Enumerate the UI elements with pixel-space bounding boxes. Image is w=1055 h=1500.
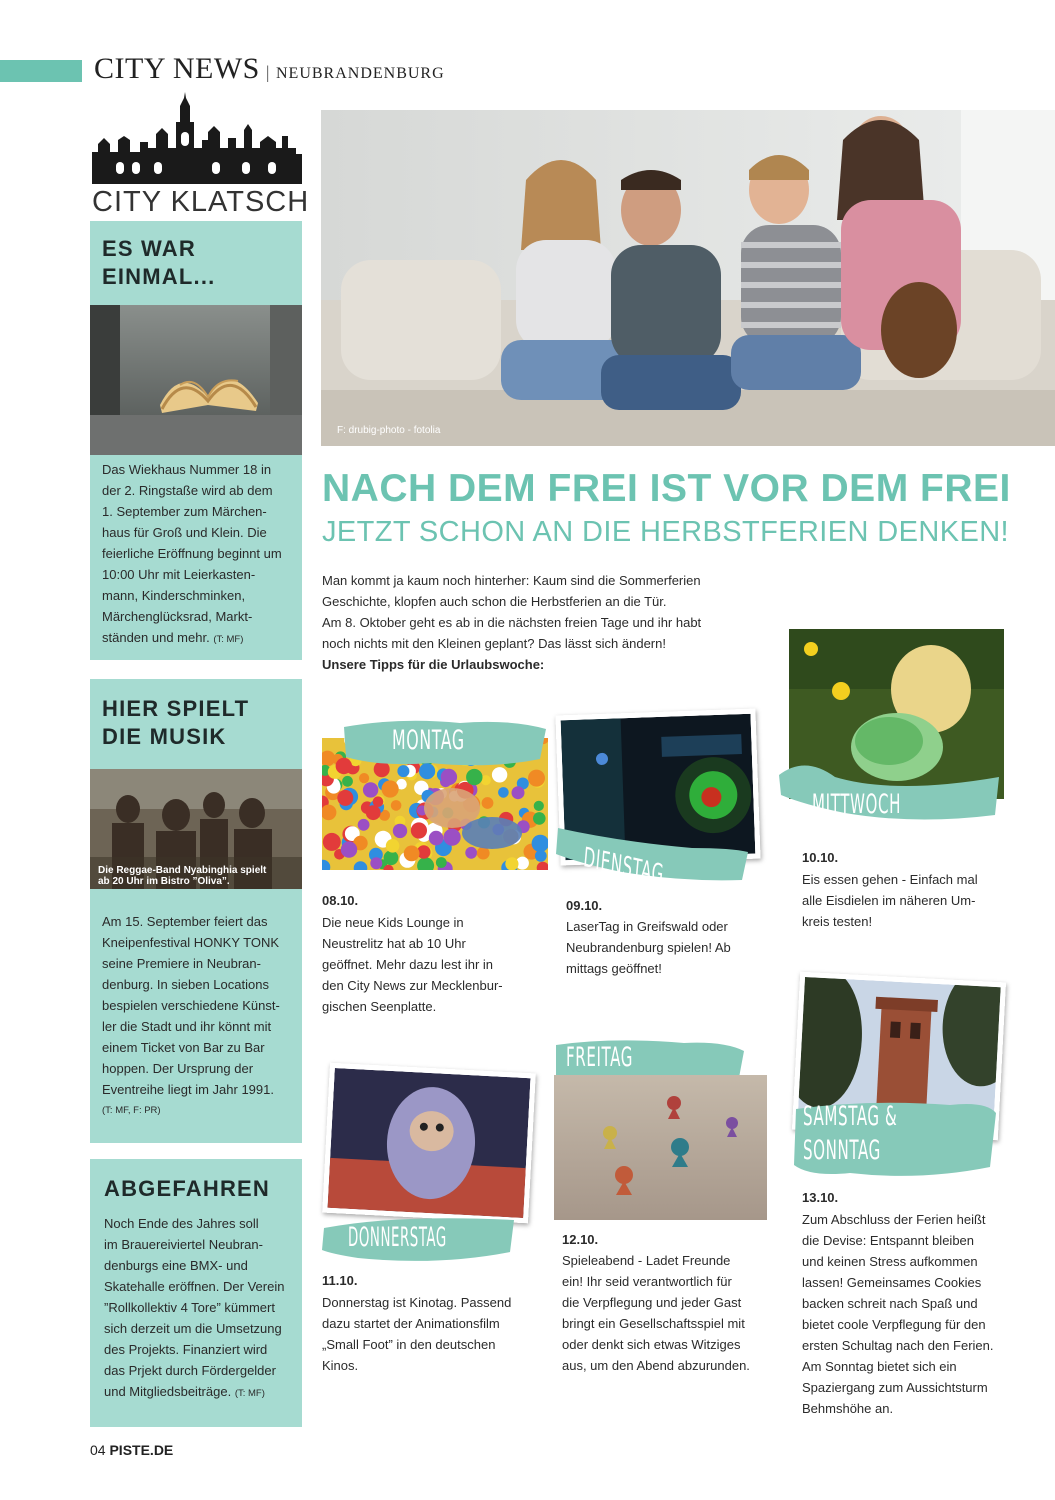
label-donnerstag: DONNERSTAG — [348, 1222, 447, 1253]
day-line: geöffnet. Mehr dazu lest ihr in — [322, 957, 494, 972]
article-headline: NACH DEM FREI IST VOR DEM FREI — [322, 467, 1011, 510]
article-subheadline: JETZT SCHON AN DIE HERBSTFERIEN DENKEN! — [322, 516, 1009, 548]
day-line: backen schreit nach Spaß und — [802, 1296, 978, 1311]
box-title — [102, 695, 249, 751]
body-line: sich derzeit um die Umsetzung — [104, 1321, 282, 1336]
day-line: Spieleabend - Ladet Freunde — [562, 1253, 731, 1268]
body-line: das Prjekt durch Fördergelder — [104, 1363, 276, 1378]
label-wochenende — [803, 1100, 897, 1168]
day-line: Spaziergang zum Aussichtsturm — [802, 1380, 988, 1395]
boardgame-photo — [554, 1075, 767, 1220]
body-line: denburgs eine BMX- und — [104, 1258, 248, 1273]
box-title-line: DIE MUSIK — [102, 724, 227, 749]
body-line: der 2. Ringstaße wird ab dem — [102, 483, 273, 498]
body-line: hoppen. Der Ursprung der — [102, 1061, 254, 1076]
day-line: mittags geöffnet! — [566, 961, 662, 976]
body-line: Am 15. September feiert das — [102, 914, 268, 929]
text-credit: (T: MF) — [213, 634, 244, 645]
box-body — [102, 911, 297, 1121]
photo-credit: F: drubig-photo - fotolia — [337, 425, 441, 436]
header-separator: | — [265, 62, 270, 82]
body-line: Eventreihe liegt im Jahr 1991. — [102, 1082, 274, 1097]
sidebar-box-abgefahren — [90, 1159, 302, 1427]
day-line: und keinen Stress aufkommen — [802, 1254, 978, 1269]
caption-line: Die Reggae-Band Nyabinghia spielt — [98, 865, 267, 876]
day-line: lassen! Gemeinsames Cookies — [802, 1275, 982, 1290]
day-line: Donnerstag ist Kinotag. Passend — [322, 1295, 512, 1310]
day-line: die Devise: Entspannt bleiben — [802, 1233, 975, 1248]
day-line: die Verpflegung und jeder Gast — [562, 1295, 742, 1310]
body-line: ständen und mehr. — [102, 630, 210, 645]
body-line: Das Wiekhaus Nummer 18 in — [102, 462, 272, 477]
label-montag: MONTAG — [392, 725, 465, 756]
body-line: feierliche Eröffnung beginnt um — [102, 546, 282, 561]
body-line: Skatehalle eröffnen. Der Verein — [104, 1279, 285, 1294]
day-line: oder denkt sich etwas Witziges — [562, 1337, 741, 1352]
page-header — [94, 52, 445, 86]
date-donnerstag: 11.10. — [322, 1273, 358, 1288]
text-donnerstag — [322, 1292, 552, 1376]
body-line: und Mitgliedsbeiträge. — [104, 1384, 232, 1399]
article-intro — [322, 570, 732, 675]
label-dienstag: DIENSTAG — [582, 842, 666, 891]
body-line: haus für Groß und Klein. Die — [102, 525, 267, 540]
day-line: gischen Seenplatte. — [322, 999, 437, 1014]
day-line: „Small Foot” in den deutschen — [322, 1337, 496, 1352]
header-accent-bar — [0, 60, 82, 82]
box-title — [102, 235, 215, 291]
label-freitag: FREITAG — [566, 1042, 633, 1073]
day-line: LaserTag in Greifswald oder — [566, 919, 728, 934]
intro-line: Geschichte, klopfen auch schon die Herbstferien an die Tür. — [322, 594, 667, 609]
day-line: Behmshöhe an. — [802, 1401, 894, 1416]
box-title-line: ES WAR — [102, 236, 196, 261]
intro-bold: Unsere Tipps für die Urlaubswoche: — [322, 657, 545, 672]
page-number: 04 — [90, 1442, 106, 1458]
date-mittwoch: 10.10. — [802, 850, 839, 865]
book-photo — [90, 305, 302, 455]
body-line: Märchenglücksrad, Markt- — [102, 609, 253, 624]
body-line: mann, Kinderschminken, — [102, 588, 246, 603]
day-line: ein! Ihr seid verantwortlich für — [562, 1274, 732, 1289]
date-freitag: 12.10. — [562, 1232, 599, 1247]
day-line: Die neue Kids Lounge in — [322, 915, 464, 930]
day-line: bietet coole Verpflegung für den — [802, 1317, 986, 1332]
section-title: CITY NEWS — [94, 52, 260, 85]
city-name: NEUBRANDENBURG — [275, 65, 445, 82]
body-line: 10:00 Uhr mit Leierkasten- — [102, 567, 256, 582]
day-line: Neubrandenburg spielen! Ab — [566, 940, 731, 955]
body-line: seine Premiere in Neubran- — [102, 956, 261, 971]
body-line: denburg. In sieben Locations — [102, 977, 269, 992]
body-line: Noch Ende des Jahres soll — [104, 1216, 259, 1231]
text-credit: (T: MF) — [234, 1388, 265, 1399]
sidebar-box-hier-spielt-die-musik — [90, 679, 302, 1143]
date-wochenende: 13.10. — [802, 1190, 839, 1205]
text-mittwoch — [802, 869, 1022, 932]
smallfoot-photo — [322, 1063, 536, 1224]
day-line: dazu startet der Animationsfilm — [322, 1316, 500, 1331]
day-line: den City News zur Mecklenbur- — [322, 978, 503, 993]
text-credit: (T: MF, F: PR) — [102, 1105, 161, 1116]
date-dienstag: 09.10. — [566, 898, 603, 913]
page-footer — [90, 1442, 173, 1458]
photo-caption — [98, 865, 266, 887]
body-line: ”Rollkollektiv 4 Tore” kümmert — [104, 1300, 275, 1315]
day-line: Neustrelitz hat ab 10 Uhr — [322, 936, 466, 951]
day-line: Am Sonntag bietet sich ein — [802, 1359, 957, 1374]
body-line: Kneipenfestival HONKY TONK — [102, 935, 280, 950]
body-line: einem Ticket von Bar zu Bar — [102, 1040, 265, 1055]
day-line: aus, um den Abend abzurunden. — [562, 1358, 750, 1373]
body-line: 1. September zum Märchen- — [102, 504, 267, 519]
day-line: bringt ein Gesellschaftsspiel mit — [562, 1316, 745, 1331]
box-body — [104, 1213, 299, 1404]
day-line: Kinos. — [322, 1358, 359, 1373]
sidebar-box-es-war-einmal — [90, 221, 302, 660]
date-montag: 08.10. — [322, 893, 359, 908]
brand-city-klatsch: CITY KLATSCH — [92, 186, 310, 218]
intro-line: noch nichts mit den Kleinen geplant? Das lässt sich ändern! — [322, 636, 666, 651]
skyline-logo — [92, 92, 302, 184]
day-line: alle Eisdielen im näheren Um- — [802, 893, 976, 908]
caption-line: ab 20 Uhr im Bistro ”Oliva”. — [98, 876, 230, 887]
box-title: ABGEFAHREN — [104, 1176, 271, 1201]
box-body — [102, 459, 297, 650]
body-line: ler die Stadt und ihr könnt mit — [102, 1019, 272, 1034]
body-line: bespielen verschiedene Künst- — [102, 998, 280, 1013]
box-title-line: EINMAL... — [102, 264, 216, 289]
body-line: im Brauereiviertel Neubran- — [104, 1237, 263, 1252]
footer-brand: PISTE.DE — [109, 1442, 174, 1458]
hero-family-photo — [321, 110, 1055, 446]
intro-line: Man kommt ja kaum noch hinterher: Kaum sind die Sommerferien — [322, 573, 701, 588]
day-line: kreis testen! — [802, 914, 873, 929]
day-line: ersten Schultag nach den Ferien. — [802, 1338, 994, 1353]
label-line: SAMSTAG & — [803, 1101, 898, 1132]
body-line: des Projekts. Finanziert wird — [104, 1342, 268, 1357]
intro-line: Am 8. Oktober geht es ab in die nächsten freien Tage und ihr habt — [322, 615, 702, 630]
day-line: Zum Abschluss der Ferien heißt — [802, 1212, 986, 1227]
label-line: SONNTAG — [803, 1135, 881, 1166]
text-freitag — [562, 1250, 772, 1376]
day-line: Eis essen gehen - Einfach mal — [802, 872, 978, 887]
box-title-line: HIER SPIELT — [102, 696, 250, 721]
label-mittwoch: MITTWOCH — [812, 789, 902, 820]
text-wochenende — [802, 1209, 1027, 1419]
text-dienstag — [566, 916, 766, 979]
text-montag — [322, 912, 552, 1017]
